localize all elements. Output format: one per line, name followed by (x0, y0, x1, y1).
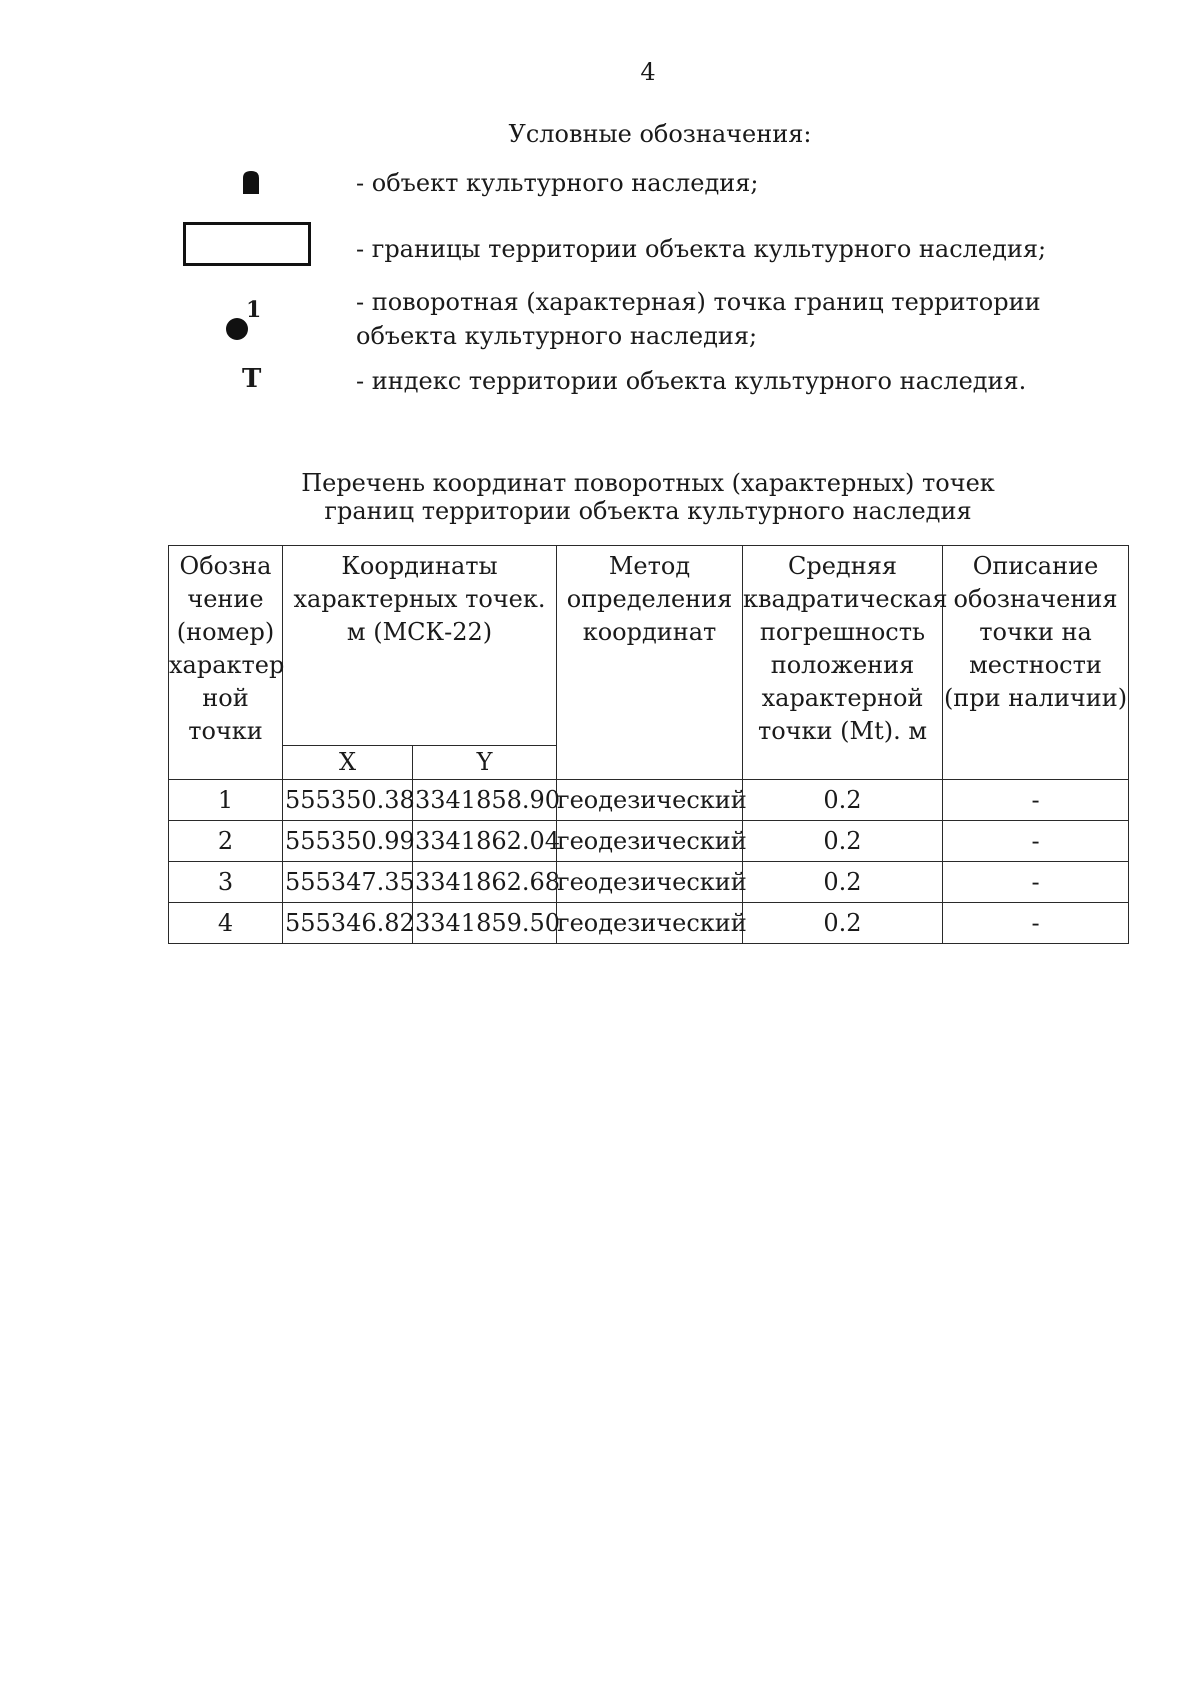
cell-method: геодезический (557, 862, 743, 903)
cell-x: 555350.99 (283, 821, 413, 862)
page-number: 4 (640, 58, 656, 86)
header-description: Описание обозначения точки на местности (при наличии) (943, 546, 1129, 780)
turning-point-label: 1 (246, 297, 262, 323)
table-title-line2: границ территории объекта культурного наследия (324, 497, 972, 525)
header-error: Средняя квадратическая погрешность положения характерной точки (Mt). м (743, 546, 943, 780)
cell-x: 555347.35 (283, 862, 413, 903)
turning-point-icon (224, 297, 262, 345)
cell-error: 0.2 (743, 821, 943, 862)
cell-x: 555346.82 (283, 903, 413, 944)
cell-description: - (943, 821, 1129, 862)
header-x: X (283, 746, 413, 780)
cell-description: - (943, 862, 1129, 903)
cell-y: 3341859.50 (413, 903, 557, 944)
legend-item-boundary-text: - границы территории объекта культурного наследия; (356, 235, 1047, 263)
legend-item-point-text: - поворотная (характерная) точка границ территории объекта культурного наследия; (356, 288, 1041, 350)
legend-item-index-text: - индекс территории объекта культурного наследия. (356, 367, 1027, 395)
cell-description: - (943, 780, 1129, 821)
cell-number: 3 (169, 862, 283, 903)
table-row (169, 780, 1129, 821)
cell-description: - (943, 903, 1129, 944)
coordinates-table (168, 545, 1129, 944)
turning-point-dot (226, 318, 248, 340)
cell-error: 0.2 (743, 862, 943, 903)
cell-number: 1 (169, 780, 283, 821)
cell-method: геодезический (557, 903, 743, 944)
territory-index-icon: Т (242, 364, 262, 394)
cell-y: 3341862.68 (413, 862, 557, 903)
table-row (169, 903, 1129, 944)
legend-title: Условные обозначения: (508, 120, 812, 148)
header-method: Метод определения координат (557, 546, 743, 780)
cell-number: 2 (169, 821, 283, 862)
header-coordinates: Координаты характерных точек. м (МСК-22) (283, 546, 557, 746)
cell-number: 4 (169, 903, 283, 944)
cell-y: 3341858.90 (413, 780, 557, 821)
header-number: Обозна чение (номер) характер ной точки (169, 546, 283, 780)
territory-boundary-icon (183, 222, 311, 266)
table-title (0, 469, 1200, 525)
heritage-object-icon (241, 170, 261, 194)
table-row (169, 821, 1129, 862)
cell-x: 555350.38 (283, 780, 413, 821)
cell-method: геодезический (557, 780, 743, 821)
cell-method: геодезический (557, 821, 743, 862)
cell-error: 0.2 (743, 780, 943, 821)
table-row (169, 862, 1129, 903)
cell-error: 0.2 (743, 903, 943, 944)
legend-item-object-text: - объект культурного наследия; (356, 169, 759, 197)
cell-y: 3341862.04 (413, 821, 557, 862)
header-y: Y (413, 746, 557, 780)
table-title-line1: Перечень координат поворотных (характерных) точек (301, 469, 995, 497)
